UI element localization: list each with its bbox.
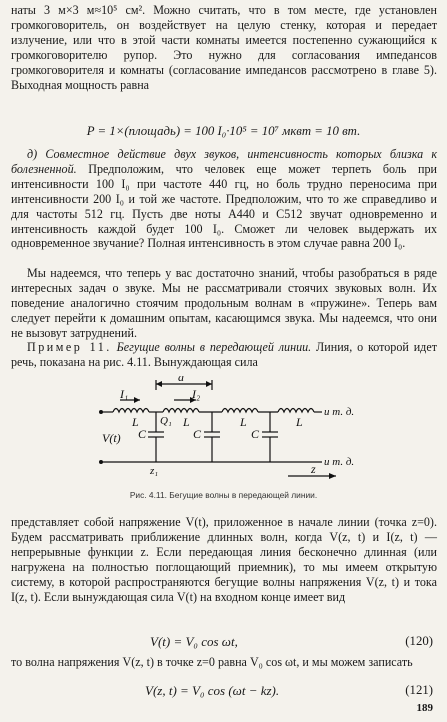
label-etc-top: и т. д. — [324, 406, 355, 418]
figure-caption: Рис. 4.11. Бегущие волны в передающей линии. — [129, 490, 318, 500]
label-l4: L — [296, 415, 303, 429]
label-q1: Q₁ — [160, 415, 172, 427]
label-etc-bottom: и т. д. — [324, 456, 355, 468]
paragraph-traveling-waves: представляет собой напряжение V(t), приложенное в начале линии (точка z=0). Будем рассматривать приближение длинных волн, когда V(z, t) и I(z, t) — непрерывные функции z. Если передающая линия бесконечно длинная (или нагружена на полностью поглощающий приемник), то мы имеем открытую систему, в которой распространяются бегущие волны напряжения V(z, t) и тока I(z, t). Если вынуждающая сила V(t) на входном конце имеет вид — [11, 515, 437, 604]
label-l1: L — [132, 415, 139, 429]
label-c3: C — [251, 427, 260, 441]
paragraph-two-sounds-heading: д) Совместное действие двух звуков, интенсивность которых близка к болезненной. — [11, 147, 437, 176]
label-l2: L — [183, 415, 190, 429]
label-c2: C — [193, 427, 202, 441]
equation-121: V(z, t) = V₀ cos (ωt − kz). — [145, 683, 280, 698]
inductor-3 — [222, 409, 258, 413]
label-z: z — [311, 462, 316, 476]
transmission-line-figure — [0, 376, 447, 484]
label-c1: C — [138, 427, 147, 441]
inductor-1 — [113, 409, 149, 413]
paragraph-two-sounds-body: Предположим, что человек еще может терпеть боль при интенсивности 100 I₀ при частоте 440 гц, но боль трудно переносима при интенсивности 200 I₀ и той же частоте. Предположим, что то же справедливо и для частоты 512 гц. Пусть две ноты A440 и C512 звучат одновременно и интенсивность каждой будет 100 I₀. Сможет ли человек выдержать их одновременное звучание? Полная интенсивность в этом случае равна 200 I₀. — [11, 161, 437, 251]
paragraph-example-11 — [11, 340, 437, 370]
label-i2: I₂ — [192, 387, 201, 401]
label-vt: V(t) — [102, 431, 121, 445]
label-i1: I₁ — [120, 387, 129, 401]
label-a: a — [178, 376, 184, 384]
equation-120: V(t) = V₀ cos ωt, — [150, 634, 238, 649]
inductor-2 — [163, 409, 199, 413]
paragraph-conclusion: Мы надеемся, что теперь у вас достаточно знаний, чтобы разобраться в ряде интересных задач о звуке. Мы не рассматривали стоячих звуковых волн. Их поведение аналогично стоячим продольным волнам в «пружине». Теперь вам следует перейти к домашним опытам, касающимся звука. Мы надеемся, что они не вызовут затруднений. — [11, 266, 437, 340]
label-z1: z₁ — [150, 465, 159, 477]
label-l3: L — [240, 415, 247, 429]
paragraph-loudspeaker: наты 3 м×3 м≈10⁵ см². Можно считать, что в том месте, где установлен громкоговоритель, он воздействует на целую стенку, которая и передает излучение, или что в этой части комнаты имеется постепенно сужающийся к громкоговорителю рупор. Это нужно для согласования импедансов громкоговорителя и комнаты (согласование импедансов рассмотрено в главе 5). Выходная мощность равна — [11, 3, 437, 92]
equation-121-number: (121) — [405, 683, 433, 697]
equation-120-number: (120) — [405, 634, 433, 648]
example-body: Линия, о которой идет речь, показана на рис. 4.11. Вынуждающая сила — [11, 340, 437, 369]
paragraph-voltage-wave: то волна напряжения V(z, t) в точке z=0 равна V₀ cos ωt, и мы можем записать — [11, 655, 413, 669]
example-title: Бегущие волны в передающей линии. — [111, 340, 312, 354]
example-label: Пример 11. — [27, 340, 112, 354]
input-terminal-top — [99, 410, 103, 414]
page-number: 189 — [416, 702, 433, 714]
inductor-4 — [278, 409, 314, 413]
input-terminal-bottom — [99, 460, 103, 464]
formula-power: P = 1×(площадь) = 100 I₀·10⁵ = 10⁷ мквт = 10 вт. — [86, 124, 361, 138]
paragraph-two-sounds — [11, 147, 437, 251]
